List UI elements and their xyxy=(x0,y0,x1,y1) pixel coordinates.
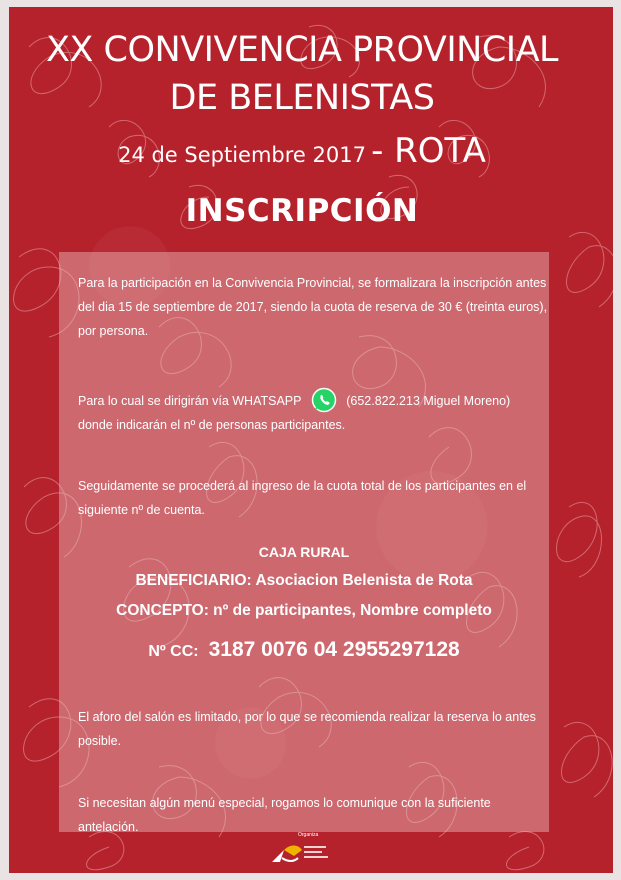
beneficiary: BENEFICIARIO: Asociacion Belenista de Rota xyxy=(135,572,473,589)
title-line-2: DE BELENISTAS xyxy=(169,78,435,118)
bank-name: CAJA RURAL xyxy=(258,544,350,560)
event-date: 24 de Septiembre 2017 xyxy=(118,143,366,167)
date-line xyxy=(0,131,604,171)
account-number: 3187 0076 04 2955297128 xyxy=(208,638,460,661)
event-place: - ROTA xyxy=(371,131,486,171)
whatsapp-text-after: (652.822.213 Miguel Moreno) donde indicarán el nº de personas participantes. xyxy=(78,394,511,432)
section-title: INSCRIPCIÓN xyxy=(185,193,419,229)
account-label: Nº CC: xyxy=(148,643,199,660)
registration-paragraph: Para la participación en la Convivencia Provincial, se formalizara la inscripción antes del dia 15 de septiembre de 2017, siendo la cuota de reserva de 30 € (treinta euros), por persona. xyxy=(78,276,548,338)
title-line-1: XX CONVIVENCIA PROVINCIAL xyxy=(45,30,559,70)
account xyxy=(59,638,549,662)
concept: CONCEPTO: nº de participantes, Nombre completo xyxy=(116,602,492,619)
whatsapp-paragraph xyxy=(78,387,548,437)
capacity-paragraph: El aforo del salón es limitado, por lo que se recomienda realizar la reserva lo antes posible. xyxy=(78,710,536,748)
organizer-logo xyxy=(268,832,338,872)
whatsapp-icon xyxy=(311,387,337,413)
payment-paragraph: Seguidamente se procederá al ingreso de la cuota total de los participantes en el siguiente nº de cuenta. xyxy=(78,479,527,517)
menu-paragraph: Si necesitan algún menú especial, rogamos lo comunique con la suficiente antelación. xyxy=(78,796,491,834)
organizer-label: Organiza xyxy=(298,832,319,838)
whatsapp-text-before: Para lo cual se dirigirán vía WHATSAPP xyxy=(78,394,302,408)
